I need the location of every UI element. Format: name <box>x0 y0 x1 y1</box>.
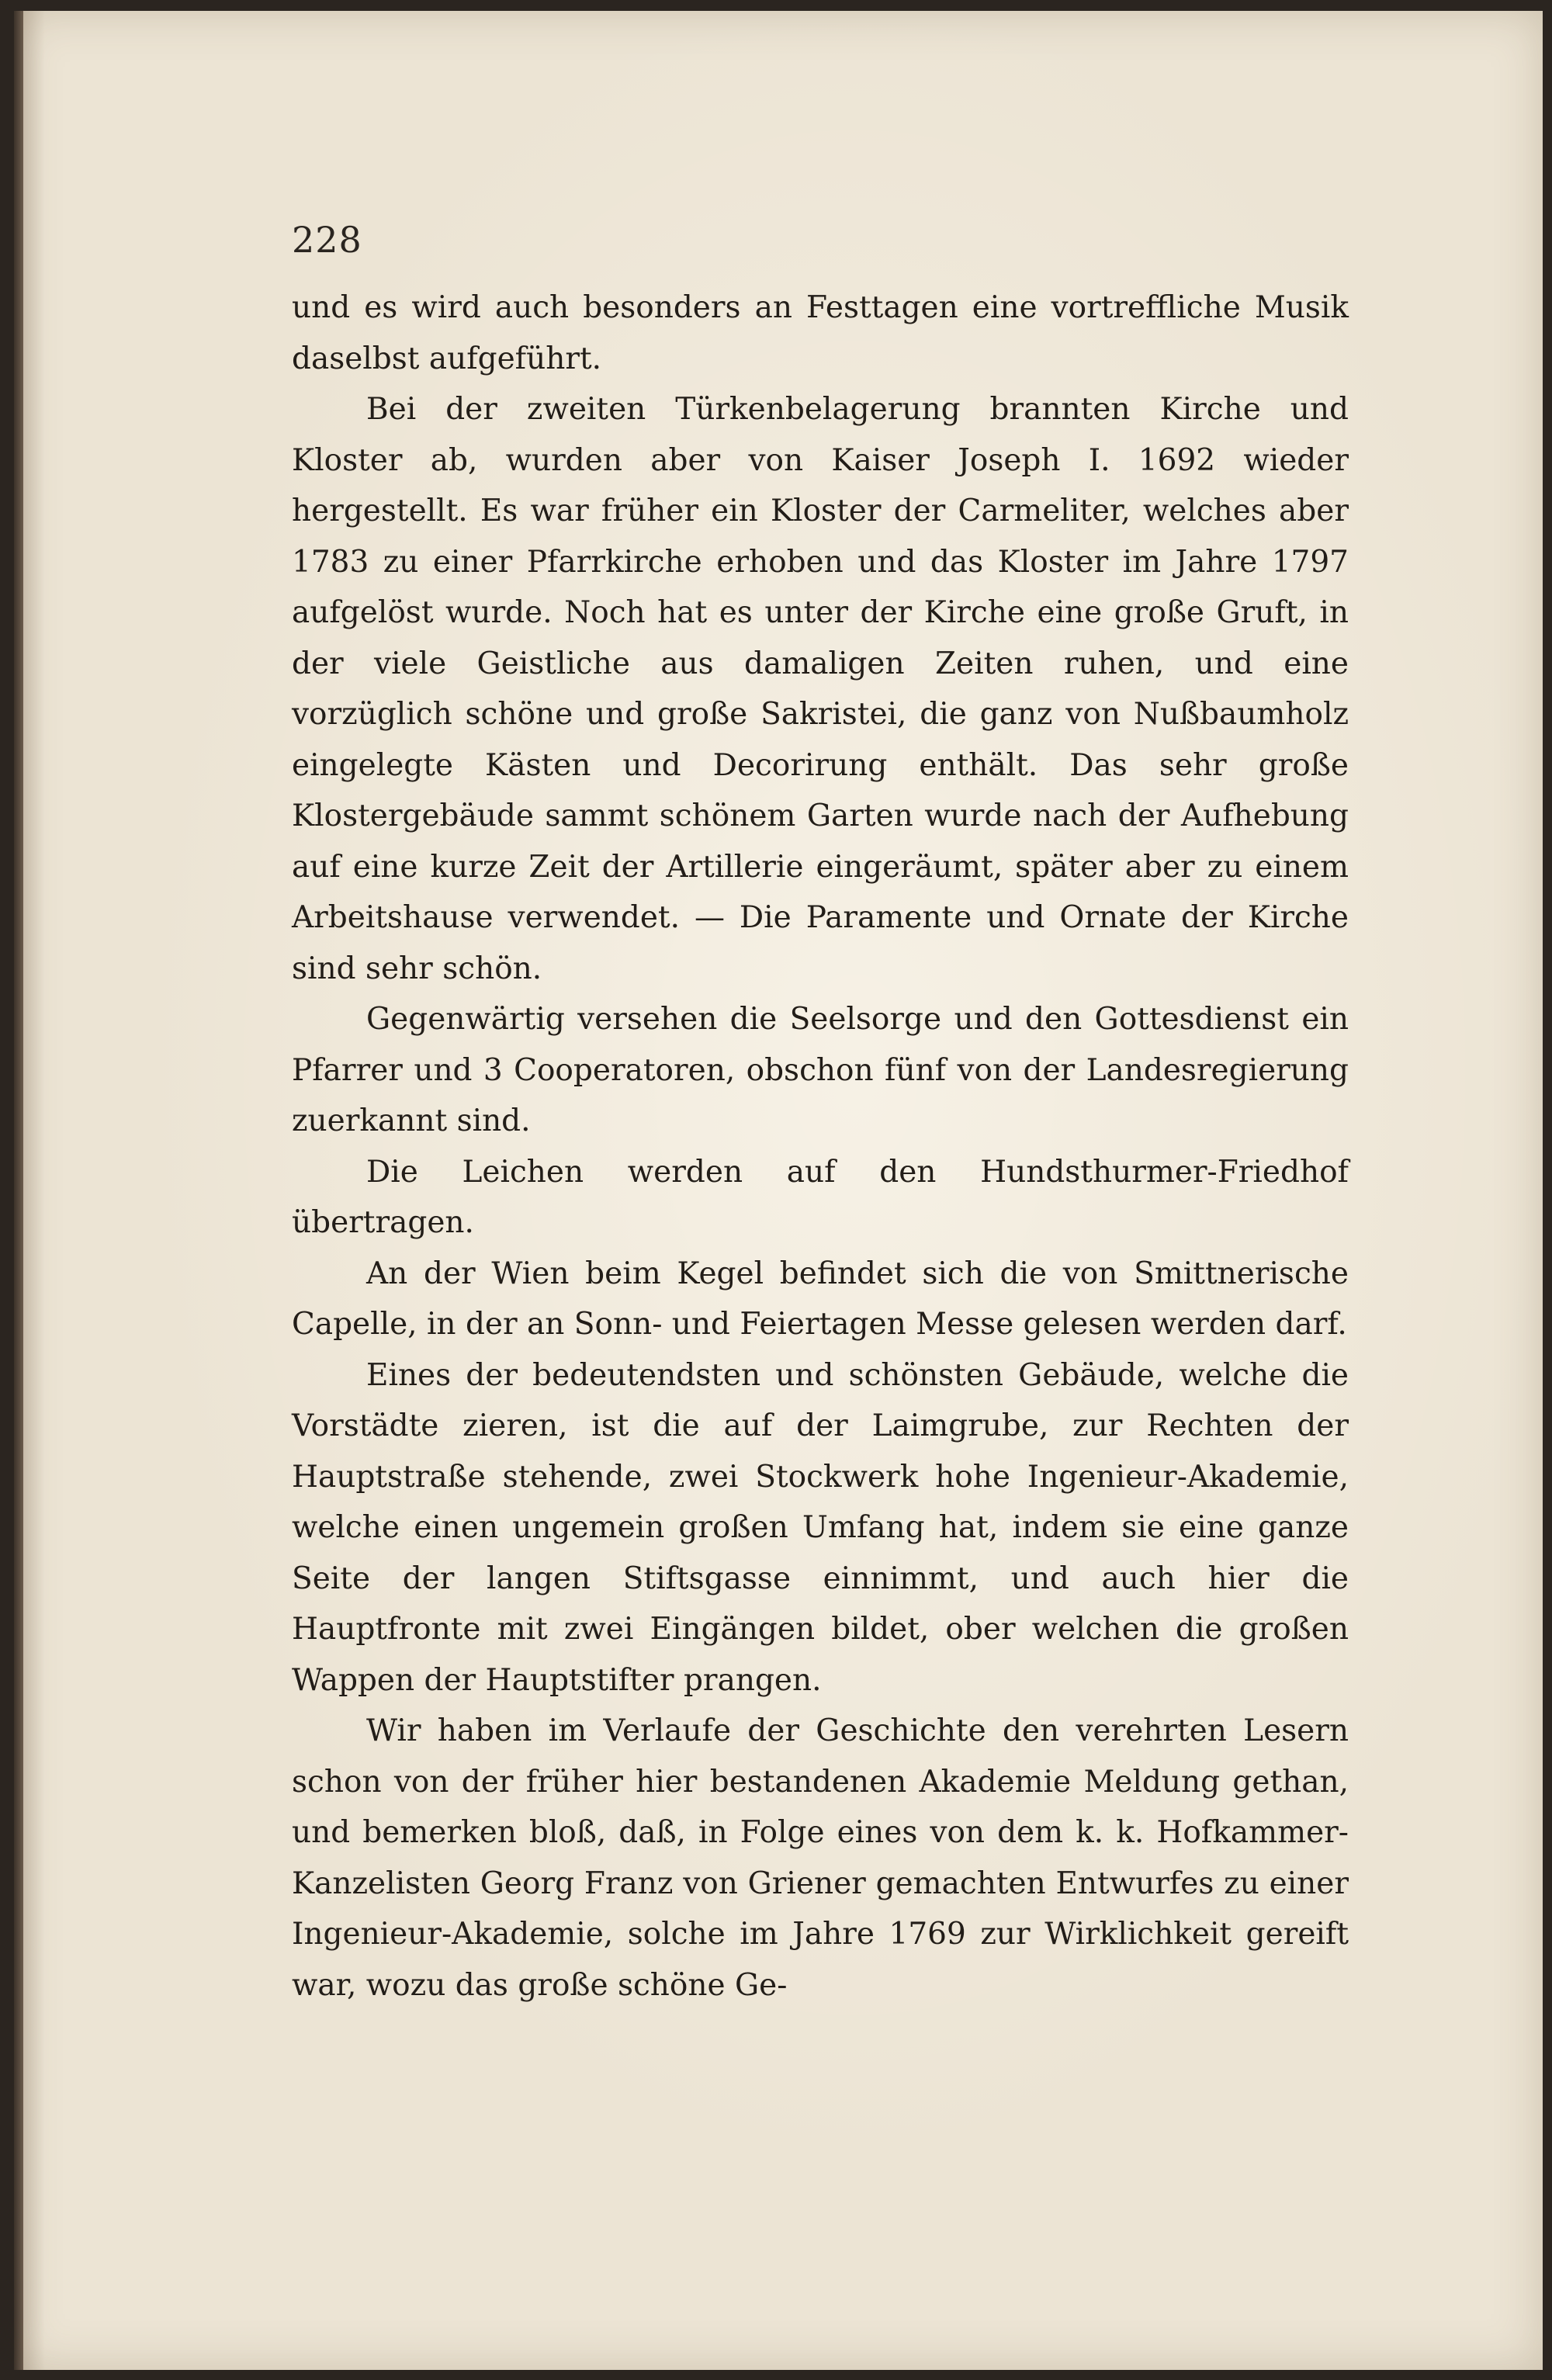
paragraph: Die Leichen werden auf den Hundsthurmer-Friedhof übertragen. <box>292 1154 1349 1240</box>
paragraph: An der Wien beim Kegel befindet sich die von Smittnerische Capelle, in der an Sonn- und Feiertagen Messe gelesen werden darf. <box>292 1256 1349 1342</box>
paragraph: und es wird auch besonders an Festtagen eine vortreffliche Musik daselbst aufgeführt. <box>292 290 1349 376</box>
page-number: 228 <box>292 219 362 261</box>
paragraph: Wir haben im Verlaufe der Geschichte den verehrten Lesern schon von der früher hier bestandenen Akademie Meldung gethan, und bemerken bloß, daß, in Folge eines von dem k. k. Hofkammer-Kanzelisten Georg Franz von Griener gemachten Entwurfes zu einer Ingenieur-Akademie, solche im Jahre 1769 zur Wirklichkeit gereift war, wozu das große schöne Ge- <box>292 1713 1349 2003</box>
body-text <box>292 282 1349 2011</box>
page-spine-edge <box>14 11 23 2370</box>
paragraph: Bei der zweiten Türkenbelagerung brannten Kirche und Kloster ab, wurden aber von Kaiser Joseph I. 1692 wieder hergestellt. Es war früher ein Kloster der Carmeliter, welches aber 1783 zu einer Pfarrkirche erhoben und das Kloster im Jahre 1797 aufgelöst wurde. Noch hat es unter der Kirche eine große Gruft, in der viele Geistliche aus damaligen Zeiten ruhen, und eine vorzüglich schöne und große Sakristei, die ganz von Nußbaumholz eingelegte Kästen und Decorirung enthält. Das sehr große Klostergebäude sammt schönem Garten wurde nach der Aufhebung auf eine kurze Zeit der Artillerie eingeräumt, später aber zu einem Arbeitshause verwendet. — Die Paramente und Ornate der Kirche sind sehr schön. <box>292 392 1349 986</box>
book-page <box>14 11 1543 2370</box>
paragraph: Eines der bedeutendsten und schönsten Gebäude, welche die Vorstädte zieren, ist die auf der Laimgrube, zur Rechten der Hauptstraße stehende, zwei Stockwerk hohe Ingenieur-Akademie, welche einen ungemein großen Umfang hat, indem sie eine ganze Seite der langen Stiftsgasse einnimmt, und auch hier die Hauptfronte mit zwei Eingängen bildet, ober welchen die großen Wappen der Hauptstifter prangen. <box>292 1357 1349 1698</box>
paragraph: Gegenwärtig versehen die Seelsorge und den Gottesdienst ein Pfarrer und 3 Cooperatoren, obschon fünf von der Landesregierung zuerkannt sind. <box>292 1002 1349 1138</box>
